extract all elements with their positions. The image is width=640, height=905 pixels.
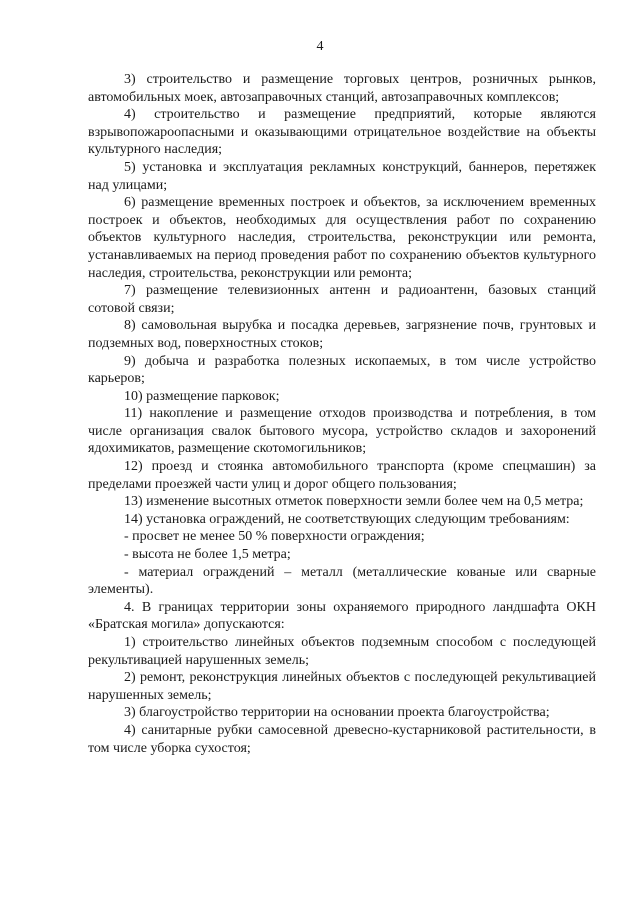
list-item-12: 12) проезд и стоянка автомобильного транспорта (кроме спецмашин) за пределами проезжей части улиц и дорог общего пользования; xyxy=(88,459,596,492)
list-item-14: 14) установка ограждений, не соответствующих следующим требованиям: xyxy=(124,511,570,527)
list-item-13: 13) изменение высотных отметок поверхности земли более чем на 0,5 метра; xyxy=(124,494,584,510)
allowed-item-2: 2) ремонт, реконструкция линейных объектов с последующей рекультивацией нарушенных земель; xyxy=(88,670,596,703)
requirement-gap: - просвет не менее 50 % поверхности ограждения; xyxy=(124,529,425,545)
list-item-3: 3) строительство и размещение торговых центров, розничных рынков, автомобильных моек, автозаправочных станций, автозаправочных комплексов; xyxy=(88,72,596,105)
list-item-5: 5) установка и эксплуатация рекламных конструкций, баннеров, перетяжек над улицами; xyxy=(88,159,596,193)
allowed-item-3: 3) благоустройство территории на основании проекта благоустройства; xyxy=(124,705,550,721)
document-body xyxy=(88,71,596,757)
allowed-item-1: 1) строительство линейных объектов подземным способом с последующей рекультивацией нарушенных земель; xyxy=(88,635,596,668)
requirement-material: - материал ограждений – металл (металлические кованые или сварные элементы). xyxy=(88,564,596,598)
list-item-6: 6) размещение временных построек и объектов, за исключением временных построек и объектов, необходимых для осуществления работ по сохранению объектов культурного наследия, строительства, реконструкции или ремонта, устанавливаемых на период проведения работ по сохранению объектов культурного наследия, строительства, реконструкции или ремонта; xyxy=(88,195,596,281)
list-item-4: 4) строительство и размещение предприятий, которые являются взрывопожароопасными и оказывающими отрицательное воздействие на объекты культурного наследия; xyxy=(88,107,596,158)
list-item-7: 7) размещение телевизионных антенн и радиоантенн, базовых станций сотовой связи; xyxy=(88,283,596,316)
allowed-item-4: 4) санитарные рубки самосевной древесно-кустарниковой растительности, в том числе уборка сухостоя; xyxy=(88,722,596,756)
requirement-height: - высота не более 1,5 метра; xyxy=(124,547,291,563)
list-item-9: 9) добыча и разработка полезных ископаемых, в том числе устройство карьеров; xyxy=(88,353,596,387)
page-number: 4 xyxy=(316,39,324,54)
list-item-11: 11) накопление и размещение отходов производства и потребления, в том числе организация свалок бытового мусора, устройство складов и захоронений ядохимикатов, размещение скотомогильников; xyxy=(88,406,596,457)
list-item-10: 10) размещение парковок; xyxy=(124,388,280,404)
list-item-8: 8) самовольная вырубка и посадка деревьев, загрязнение почв, грунтовых и подземных вод, поверхностных стоков; xyxy=(88,318,596,351)
section-4-heading: 4. В границах территории зоны охраняемого природного ландшафта ОКН «Братская могила» допускаются: xyxy=(88,599,596,633)
